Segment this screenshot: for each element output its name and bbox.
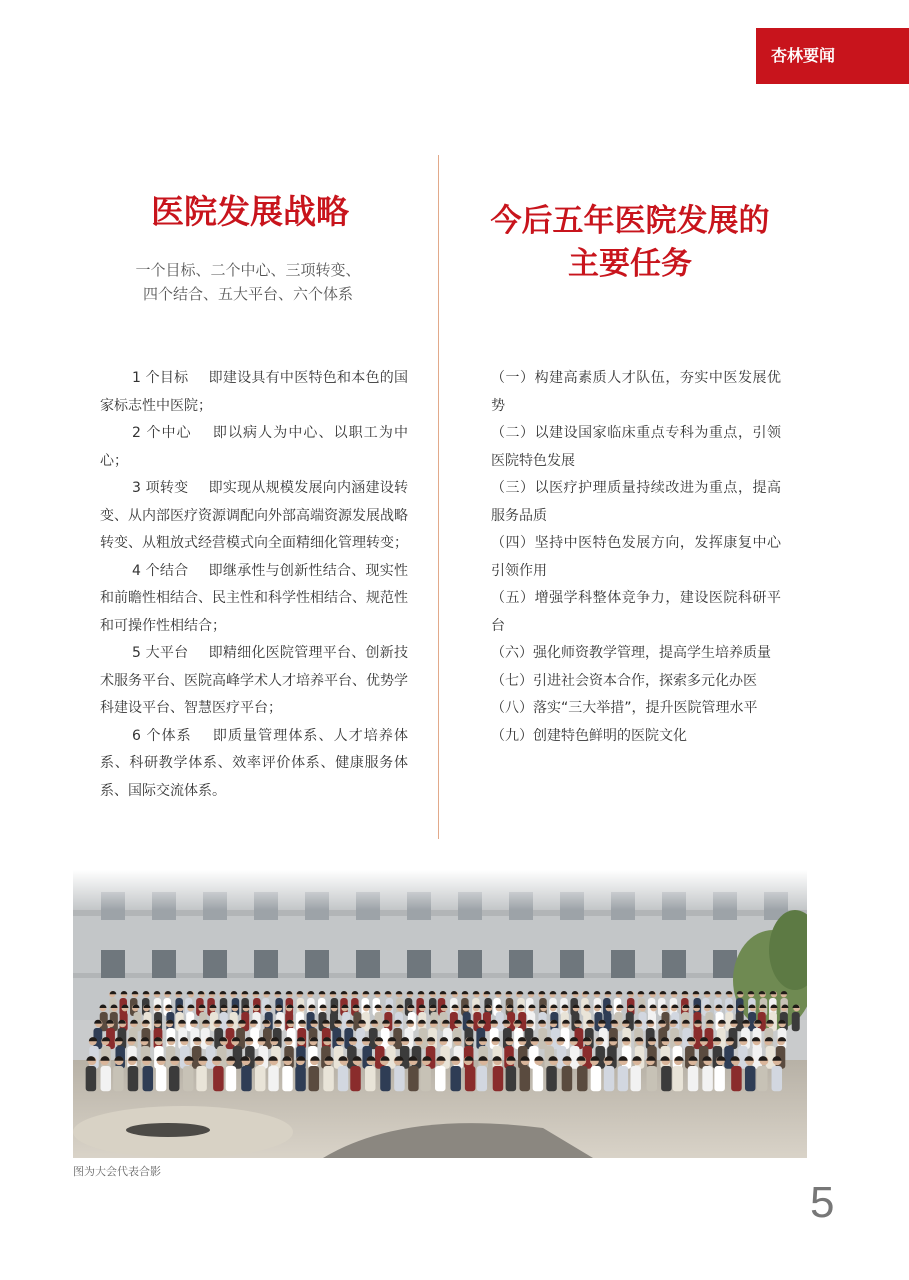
person-figure (618, 1056, 629, 1091)
strategy-paragraph (100, 365, 408, 420)
building-window (509, 950, 533, 978)
strategy-number: 2 个中心 (132, 425, 192, 441)
person-figure (506, 1056, 517, 1091)
building-window (662, 950, 686, 978)
section-tag: 杏林要闻 (756, 28, 909, 84)
building-window (407, 950, 431, 978)
left-subtitle-line: 一个目标、二个中心、三项转变、 (135, 261, 361, 279)
task-item: （四）坚持中医特色发展方向，发挥康复中心引领作用 (491, 535, 781, 579)
building-window (458, 950, 482, 978)
strategy-paragraph (100, 420, 408, 475)
building-window (356, 950, 380, 978)
person-figure (714, 1056, 725, 1091)
task-item: （六）强化师资教学管理，提高学生培养质量 (491, 645, 771, 661)
person-figure (295, 1056, 306, 1091)
building-window (101, 950, 125, 978)
left-title: 医院发展战略 (151, 192, 349, 231)
person-figure (450, 1056, 461, 1091)
person-figure (527, 1004, 535, 1031)
strategy-paragraph (100, 558, 408, 641)
strategy-number: 3 项转变 (132, 480, 189, 496)
right-title (470, 200, 790, 286)
strategy-text: 即实现从规模发展向内涵建设转变、从内部医疗资源调配向外部高端资源发展战略转变、从粗放式经营模式向全面精细化管理转变； (100, 480, 408, 551)
person-figure (393, 1020, 402, 1049)
person-figure (106, 1020, 115, 1049)
person-figure (156, 1056, 167, 1091)
person-figure (672, 1056, 683, 1091)
strategy-paragraph (100, 475, 408, 558)
person-figure (702, 1056, 713, 1091)
person-figure (285, 1004, 293, 1031)
person-figure (738, 1037, 748, 1069)
page-number: 5 (810, 1178, 835, 1227)
photo-caption: 图为大会代表合影 (73, 1165, 161, 1178)
person-figure (240, 1056, 251, 1091)
strategy-paragraph (100, 640, 408, 723)
person-figure (323, 1056, 334, 1091)
person-figure (660, 1056, 671, 1091)
person-figure (183, 1056, 194, 1091)
left-subtitle (100, 258, 396, 306)
task-item: （八）落实“三大举措”，提升医院管理水平 (491, 700, 758, 716)
building-window (203, 950, 227, 978)
person-figure (638, 1004, 646, 1031)
group-photo (73, 870, 807, 1158)
group-photo-image (73, 870, 807, 1158)
person-figure (226, 1020, 235, 1049)
strategy-text: 即以病人为中心、以职工为中心； (100, 425, 409, 469)
person-figure (520, 1056, 531, 1091)
person-figure (282, 1056, 293, 1091)
person-figure (772, 1056, 783, 1091)
right-title-line: 今后五年医院发展的 (490, 203, 770, 239)
person-figure (226, 1056, 237, 1091)
person-figure (705, 1020, 714, 1049)
task-item: （三）以医疗护理质量持续改进为重点，提高服务品质 (491, 480, 781, 524)
person-figure (694, 1020, 703, 1049)
person-figure (758, 1004, 767, 1031)
building-window (560, 950, 584, 978)
strategy-number: 1 个目标 (132, 370, 189, 386)
strategy-number: 6 个体系 (132, 727, 192, 744)
person-figure (752, 1037, 762, 1069)
person-figure (330, 1004, 338, 1031)
person-figure (365, 1056, 376, 1091)
task-item: （九）创建特色鲜明的医院文化 (491, 727, 687, 744)
strategy-paragraph (100, 723, 408, 806)
strategy-text: 即继承性与创新性结合、现实性和前瞻性相结合、民主性和科学性相结合、规范性和可操作性相结合； (100, 562, 408, 634)
person-figure (418, 1004, 426, 1031)
building-window (254, 950, 278, 978)
person-figure (309, 1056, 320, 1091)
person-figure (576, 1056, 587, 1091)
person-figure (725, 1004, 733, 1031)
building-window (152, 950, 176, 978)
person-figure (492, 1056, 503, 1091)
left-subtitle-line: 四个结合、五大平台、六个体系 (142, 285, 353, 303)
strategy-text: 即建设具有中医特色和本色的国家标志性中医院； (100, 370, 408, 414)
person-figure (408, 1056, 419, 1091)
strategy-list (100, 365, 408, 805)
person-figure (268, 1056, 279, 1091)
person-figure (538, 1020, 547, 1049)
task-item: （五）增强学科整体竞争力，建设医院科研平台 (491, 590, 781, 634)
person-figure (400, 1037, 410, 1069)
task-item: （二）以建设国家临床重点专科为重点，引领医院特色发展 (491, 425, 781, 469)
right-title-line: 主要任务 (568, 246, 692, 282)
strategy-text: 即质量管理体系、人才培养体系、科研教学体系、效率评价体系、健康服务体系、国际交流体系。 (100, 727, 409, 799)
strategy-text: 即精细化医院管理平台、创新技术服务平台、医院高峰学术人才培养平台、优势学科建设平台、智慧医疗平台； (100, 645, 408, 716)
person-figure (435, 1056, 446, 1091)
column-divider (438, 155, 439, 839)
task-item: （七）引进社会资本合作，探索多元化办医 (491, 672, 757, 689)
task-item: （一）构建高素质人才队伍，夯实中医发展优势 (491, 370, 781, 414)
person-figure (744, 1056, 755, 1091)
person-figure (688, 1056, 699, 1091)
person-figure (780, 1004, 789, 1031)
person-figure (169, 1056, 180, 1091)
person-figure (220, 1004, 228, 1031)
person-figure (386, 1037, 396, 1069)
building-window (305, 950, 329, 978)
building-window (611, 950, 635, 978)
person-figure (262, 1020, 272, 1049)
task-list (491, 365, 781, 750)
strategy-number: 5 大平台 (132, 645, 189, 661)
person-figure (562, 1056, 573, 1091)
person-figure (420, 1056, 431, 1091)
strategy-number: 4 个结合 (132, 562, 189, 579)
